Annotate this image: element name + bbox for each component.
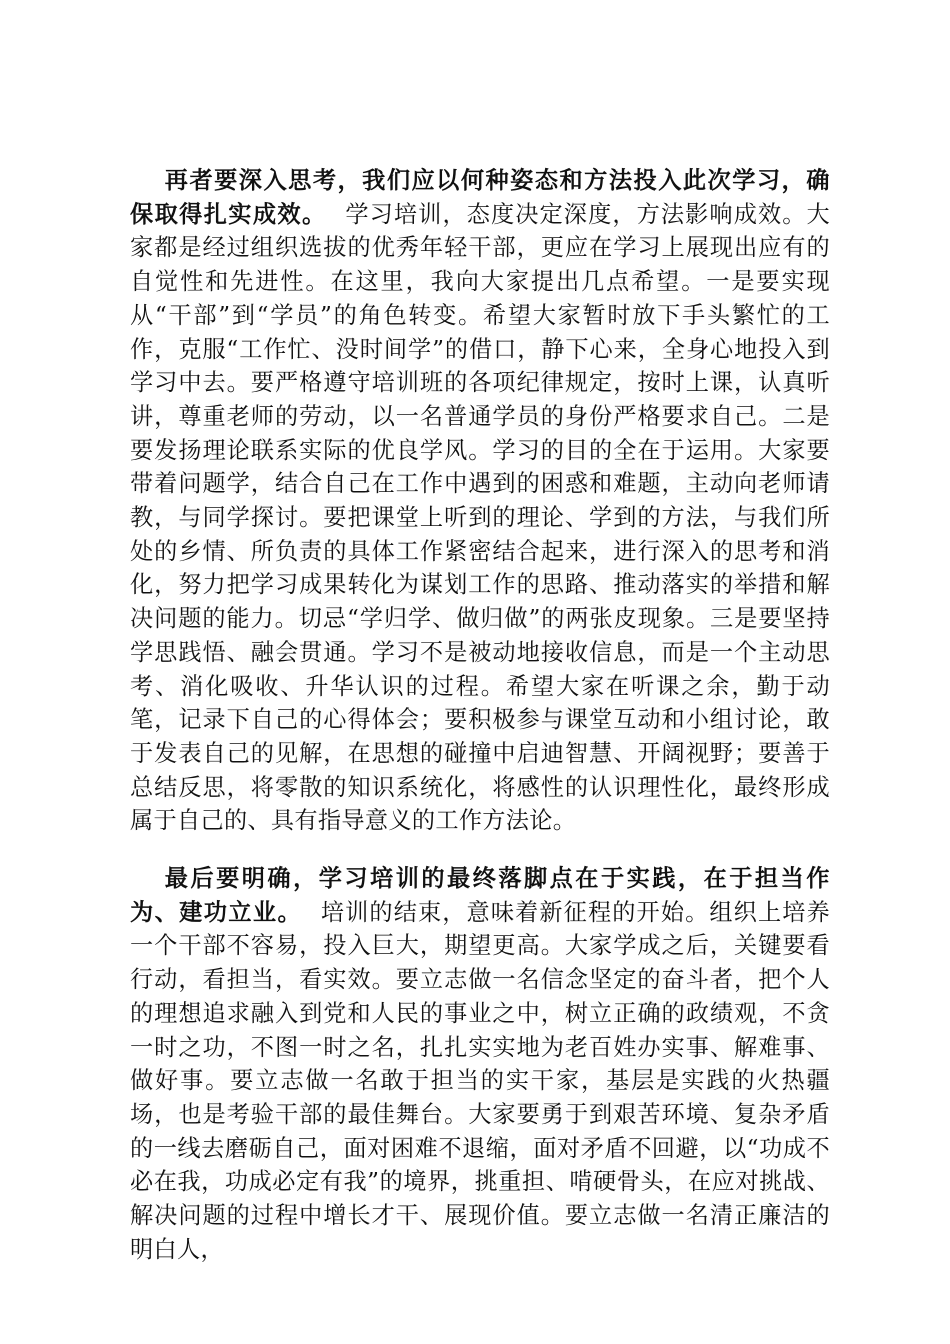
paragraph-deep-thinking [130,164,830,838]
document-page [130,164,830,1267]
paragraph-body-text: 学习培训，态度决定深度，方法影响成效。大家都是经过组织选拔的优秀年轻干部，更应在学习上展现出应有的自觉性和先进性。在这里，我向大家提出几点希望。一是要实现从“干部”到“学员”的角色转变。希望大家暂时放下手头繁忙的工作，克服“工作忙、没时间学”的借口，静下心来，全身心地投入到学习中去。要严格遵守培训班的各项纪律规定，按时上课，认真听讲，尊重老师的劳动，以一名普通学员的身份严格要求自己。二是要发扬理论联系实际的优良学风。学习的目的全在于运用。大家要带着问题学，结合自己在工作中遇到的困惑和难题，主动向老师请教，与同学探讨。要把课堂上听到的理论、学到的方法，与我们所处的乡情、所负责的具体工作紧密结合起来，进行深入的思考和消化，努力把学习成果转化为谋划工作的思路、推动落实的举措和解决问题的能力。切忌“学归学、做归做”的两张皮现象。三是要坚持学思践悟、融会贯通。学习不是被动地接收信息，而是一个主动思考、消化吸收、升华认识的过程。希望大家在听课之余，勤于动笔，记录下自己的心得体会；要积极参与课堂互动和小组讨论，敢于发表自己的见解，在思想的碰撞中启迪智慧、开阔视野；要善于总结反思，将零散的知识系统化，将感性的认识理性化，最终形成属于自己的、具有指导意义的工作方法论。 [130,200,830,835]
paragraph-body-text: 培训的结束，意味着新征程的开始。组织上培养一个干部不容易，投入巨大，期望更高。大家学成之后，关键要看行动，看担当，看实效。要立志做一名信念坚定的奋斗者，把个人的理想追求融入到党和人民的事业之中，树立正确的政绩观，不贪一时之功，不图一时之名，扎扎实实地为老百姓办实事、解难事、做好事。要立志做一名敢于担当的实干家，基层是实践的火热疆场，也是考验干部的最佳舞台。大家要勇于到艰苦环境、复杂矛盾的一线去磨砺自己，面对困难不退缩，面对矛盾不回避，以“功成不必在我，功成必定有我”的境界，挑重担、啃硬骨头，在应对挑战、解决问题的过程中增长才干、展现价值。要立志做一名清正廉洁的明白人， [130,898,830,1263]
paragraph-lead-heading: 最后要明确，学习培训的最终落脚点在于实践，在于担当作为、建功立业。 [130,865,830,926]
paragraph-lead-heading: 再者要深入思考，我们应以何种姿态和方法投入此次学习，确保取得扎实成效。 [130,167,830,228]
paragraph-practice [130,862,830,1266]
